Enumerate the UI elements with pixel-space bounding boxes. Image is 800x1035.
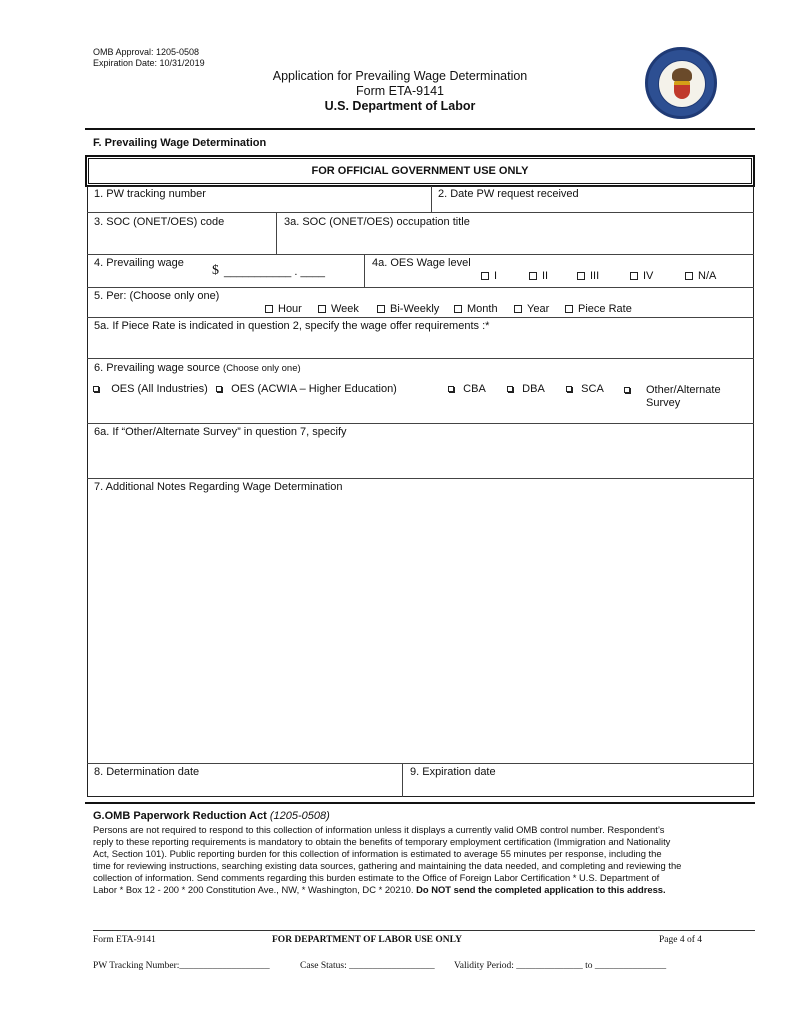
- section-f-title: F. Prevailing Wage Determination: [93, 137, 267, 149]
- paperwork-text: Persons are not required to respond to this collection of information unless it displays a currently valid OMB control number. Respondent’s reply to these reporting requirements is mandatory to obtain the benefits of temporary employment certification (Immigration and Nationality Act, Section 101). Public reporting burden for this collection of information is estimated to average 55 minutes per response, including the time for reviewing instructions, searching existing data sources, gathering and maintaining the data needed, and completing and reviewing the collection of information. Send comments regarding this burden estimate to the Office of Foreign Labor Certification * U.S. Department of Labor * Box 12 - 200 * 200 Constitution Ave., NW, * Washington, DC * 20210. Do NOT send the completed application to this address.: [93, 824, 682, 895]
- soc-title-label: 3a. SOC (ONET/OES) occupation title: [284, 216, 470, 228]
- wage-level-na[interactable]: N/A: [685, 270, 716, 283]
- form-number: Form ETA-9141: [356, 84, 444, 98]
- checkbox-icon: [565, 305, 573, 313]
- checkbox-icon: [507, 386, 513, 392]
- soc-title-field[interactable]: [278, 230, 752, 252]
- soc-code-label: 3. SOC (ONET/OES) code: [94, 216, 225, 228]
- prevailing-wage-label: 4. Prevailing wage: [94, 257, 184, 269]
- footer-divider: [93, 930, 755, 931]
- other-survey-label: 6a. If “Other/Alternate Survey” in question 7, specify: [94, 426, 347, 438]
- omb-approval: OMB Approval: 1205-0508: [93, 47, 200, 57]
- expiration-date-field[interactable]: [404, 780, 752, 795]
- checkbox-icon: [481, 272, 489, 280]
- expiration-date-label: 9. Expiration date: [410, 766, 496, 778]
- section-divider: [85, 802, 755, 804]
- form-title: Application for Prevailing Wage Determination: [272, 69, 528, 83]
- checkbox-icon: [93, 386, 99, 392]
- date-pw-request-label: 2. Date PW request received: [438, 188, 579, 200]
- per-label: 5. Per: (Choose only one): [94, 290, 220, 302]
- checkbox-icon: [377, 305, 385, 313]
- official-use-banner: [88, 158, 752, 184]
- per-year[interactable]: Year: [514, 303, 549, 316]
- source-cba[interactable]: CBA: [448, 383, 486, 396]
- per-bi-weekly[interactable]: Bi-Weekly: [377, 303, 439, 316]
- footer-use-only: FOR DEPARTMENT OF LABOR USE ONLY: [272, 935, 462, 945]
- header-divider: [85, 128, 755, 130]
- footer-form-number: Form ETA-9141: [93, 935, 156, 945]
- per-piece-rate[interactable]: Piece Rate: [565, 303, 632, 316]
- checkbox-icon: [529, 272, 537, 280]
- checkbox-icon: [514, 305, 522, 313]
- pw-tracking-number-label: 1. PW tracking number: [94, 188, 206, 200]
- checkbox-icon: [265, 305, 273, 313]
- date-pw-request-field[interactable]: [433, 200, 751, 211]
- source-other-label-2: Survey: [646, 397, 681, 409]
- checkbox-icon: [448, 386, 454, 392]
- checkbox-icon: [624, 387, 630, 393]
- wage-level-ii[interactable]: II: [529, 270, 548, 283]
- pw-tracking-number-field[interactable]: [88, 200, 428, 211]
- wage-level-iii[interactable]: III: [577, 270, 599, 283]
- checkbox-icon: [577, 272, 585, 280]
- wage-source-note: (Choose only one): [223, 363, 301, 374]
- per-month[interactable]: Month: [454, 303, 498, 316]
- additional-notes-label: 7. Additional Notes Regarding Wage Determination: [94, 481, 343, 493]
- section-g-title: G.OMB Paperwork Reduction Act (1205-0508): [93, 810, 330, 822]
- source-other-checkbox[interactable]: [624, 384, 630, 397]
- wage-source-label: 6. Prevailing wage source (Choose only one): [94, 362, 301, 374]
- checkbox-icon: [630, 272, 638, 280]
- checkbox-icon: [685, 272, 693, 280]
- source-dba[interactable]: DBA: [507, 383, 545, 396]
- piece-rate-field[interactable]: [88, 335, 752, 356]
- checkbox-icon: [216, 386, 222, 392]
- dol-seal-icon: [645, 47, 717, 119]
- footer-case-status[interactable]: Case Status: __________________: [300, 961, 435, 971]
- prevailing-wage-field[interactable]: ___________ . ____: [224, 266, 325, 278]
- soc-code-field[interactable]: [88, 230, 274, 252]
- oes-wage-level-label: 4a. OES Wage level: [372, 257, 471, 269]
- per-hour[interactable]: Hour: [265, 303, 302, 316]
- source-oes-acwia[interactable]: OES (ACWIA – Higher Education): [216, 383, 397, 396]
- additional-notes-field[interactable]: [88, 496, 752, 761]
- source-sca[interactable]: SCA: [566, 383, 604, 396]
- source-oes-all[interactable]: OES (All Industries): [93, 383, 208, 396]
- footer-tracking-number[interactable]: PW Tracking Number:___________________: [93, 961, 270, 971]
- per-week[interactable]: Week: [318, 303, 359, 316]
- omb-expiration: Expiration Date: 10/31/2019: [93, 58, 205, 68]
- checkbox-icon: [566, 386, 572, 392]
- checkbox-icon: [454, 305, 462, 313]
- other-survey-field[interactable]: [88, 442, 752, 476]
- wage-level-i[interactable]: I: [481, 270, 497, 283]
- footer-page-number: Page 4 of 4: [659, 935, 703, 945]
- currency-symbol: $: [212, 263, 219, 278]
- determination-date-field[interactable]: [88, 780, 400, 795]
- wage-level-iv[interactable]: IV: [630, 270, 653, 283]
- department-name: U.S. Department of Labor: [324, 99, 476, 113]
- piece-rate-label: 5a. If Piece Rate is indicated in question 2, specify the wage offer requirements :*: [94, 320, 490, 332]
- footer-validity-period[interactable]: Validity Period: ______________ to _______________: [454, 961, 667, 971]
- official-use-text: FOR OFFICIAL GOVERNMENT USE ONLY: [311, 165, 529, 177]
- determination-date-label: 8. Determination date: [94, 766, 200, 778]
- checkbox-icon: [318, 305, 326, 313]
- source-other-label-1: Other/Alternate: [646, 384, 721, 396]
